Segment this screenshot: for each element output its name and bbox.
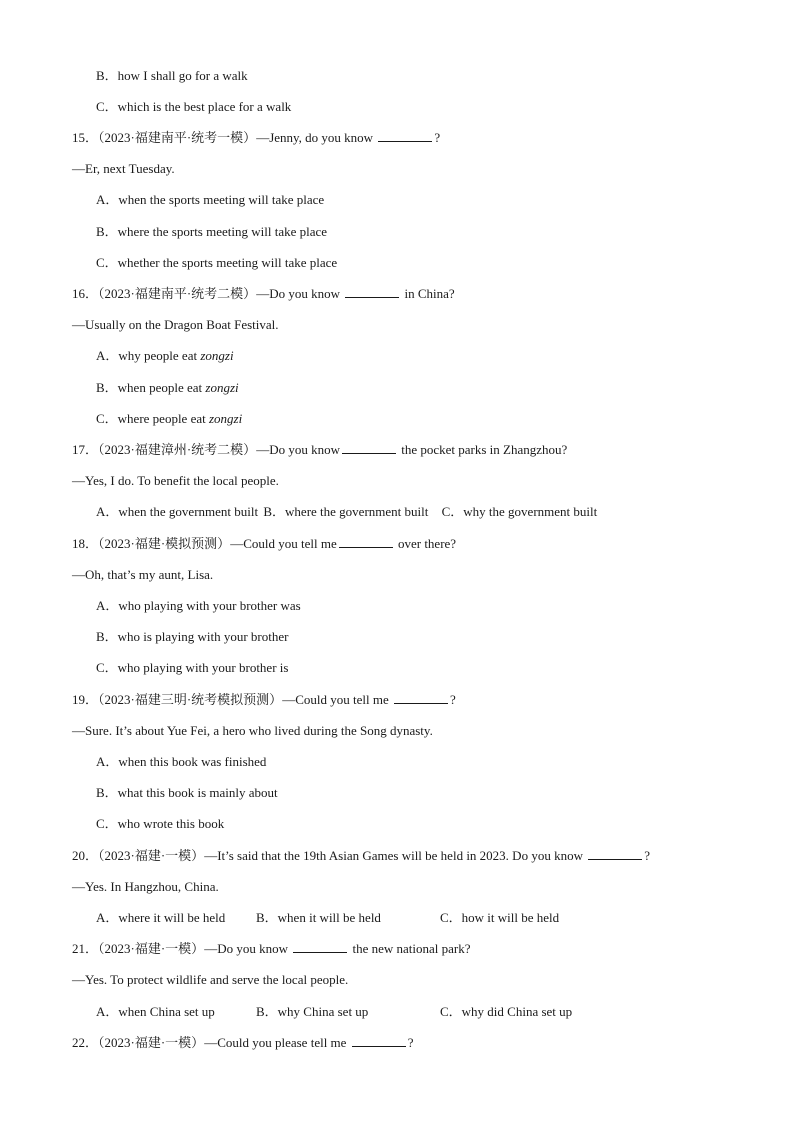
question-number: 22． xyxy=(72,1035,99,1050)
question-source: （2023·福建·模拟预测） xyxy=(98,536,231,551)
answer-blank xyxy=(345,284,399,298)
question-source: （2023·福建·一模） xyxy=(98,1035,205,1050)
question-stem: —It’s said that the 19th Asian Games will be held in 2023. Do you know xyxy=(204,848,587,863)
option-15-c xyxy=(96,253,337,273)
answer-19: —Sure. It’s about Yue Fei, a hero who lived during the Song dynasty. xyxy=(72,723,433,738)
question-number: 18． xyxy=(72,536,99,551)
options-row-17 xyxy=(96,502,597,522)
option-14-c xyxy=(96,97,291,117)
question-source: （2023·福建南平·统考二模） xyxy=(98,286,257,301)
answer-blank xyxy=(378,128,432,142)
option-text: how I shall go for a walk xyxy=(117,68,248,83)
option-c: C．why did China set up xyxy=(440,1004,573,1019)
answer-21: —Yes. To protect wildlife and serve the local people. xyxy=(72,972,349,987)
option-label: B． xyxy=(96,785,118,800)
option-text: why people eat xyxy=(118,348,201,363)
answer-15: —Er, next Tuesday. xyxy=(72,161,175,176)
answer-blank xyxy=(352,1033,406,1047)
question-number: 20． xyxy=(72,848,99,863)
question-19 xyxy=(72,690,456,710)
question-16 xyxy=(72,284,455,304)
question-stem-end: ? xyxy=(644,848,650,863)
option-18-a xyxy=(96,596,301,616)
option-text: which is the best place for a walk xyxy=(117,99,292,114)
option-label: A． xyxy=(96,192,119,207)
option-text: what this book is mainly about xyxy=(117,785,278,800)
answer-18: —Oh, that’s my aunt, Lisa. xyxy=(72,567,214,582)
option-text: who is playing with your brother xyxy=(117,629,289,644)
question-stem-end: ? xyxy=(434,130,441,145)
option-a: A．where it will be held xyxy=(96,910,226,925)
option-a: A．when the government built xyxy=(96,504,259,519)
option-italic-word: zongzi xyxy=(205,380,239,395)
option-label: A． xyxy=(96,348,119,363)
answer-17: —Yes, I do. To benefit the local people. xyxy=(72,473,279,488)
option-label: A． xyxy=(96,754,119,769)
option-b: B．why China set up xyxy=(256,1004,369,1019)
option-text: when this book was finished xyxy=(118,754,267,769)
option-text: who playing with your brother was xyxy=(118,598,301,613)
question-number: 16． xyxy=(72,286,99,301)
option-label: C． xyxy=(96,255,118,270)
option-c: C．how it will be held xyxy=(440,910,560,925)
option-18-b xyxy=(96,627,288,647)
options-row-21 xyxy=(96,1002,572,1022)
option-label: B． xyxy=(96,380,118,395)
option-label: C． xyxy=(96,660,118,675)
option-16-a xyxy=(96,346,234,366)
answer-blank xyxy=(342,440,396,454)
question-stem-end: ? xyxy=(449,692,456,707)
option-label: B． xyxy=(96,68,118,83)
option-label: C． xyxy=(96,99,118,114)
question-source: （2023·福建三明·统考模拟预测） xyxy=(98,692,283,707)
answer-16: —Usually on the Dragon Boat Festival. xyxy=(72,317,279,332)
question-number: 15． xyxy=(72,130,99,145)
question-18 xyxy=(72,534,456,554)
question-number: 19． xyxy=(72,692,99,707)
question-stem-end: over there? xyxy=(394,536,457,551)
option-text: who wrote this book xyxy=(117,816,225,831)
option-label: B． xyxy=(96,224,118,239)
option-text: where people eat xyxy=(117,411,209,426)
option-16-c xyxy=(96,409,242,429)
option-19-b xyxy=(96,783,278,803)
option-a: A．when China set up xyxy=(96,1004,215,1019)
question-stem: —Could you please tell me xyxy=(204,1035,350,1050)
option-label: C． xyxy=(96,816,118,831)
answer-blank xyxy=(394,690,448,704)
option-label: C． xyxy=(96,411,118,426)
option-text: where the sports meeting will take place xyxy=(117,224,328,239)
answer-blank xyxy=(339,534,393,548)
question-source: （2023·福建·一模） xyxy=(98,848,205,863)
question-stem: —Could you tell me xyxy=(282,692,392,707)
options-row-20 xyxy=(96,908,559,928)
question-21 xyxy=(72,939,471,959)
option-18-c xyxy=(96,658,288,678)
answer-blank xyxy=(588,846,642,860)
option-label: A． xyxy=(96,598,119,613)
question-stem-end: in China? xyxy=(401,286,455,301)
question-stem-end: the pocket parks in Zhangzhou? xyxy=(397,442,568,457)
question-source: （2023·福建·一模） xyxy=(98,941,205,956)
option-15-a xyxy=(96,190,324,210)
option-14-b xyxy=(96,66,248,86)
question-source: （2023·福建南平·统考一模） xyxy=(98,130,257,145)
question-stem: —Do you know xyxy=(204,941,292,956)
option-text: when people eat xyxy=(117,380,206,395)
option-label: B． xyxy=(96,629,118,644)
question-17 xyxy=(72,440,567,460)
option-16-b xyxy=(96,378,239,398)
question-22 xyxy=(72,1033,413,1053)
question-source: （2023·福建漳州·统考二模） xyxy=(98,442,257,457)
option-15-b xyxy=(96,222,327,242)
option-19-c xyxy=(96,814,224,834)
option-text: whether the sports meeting will take place xyxy=(117,255,338,270)
option-text: who playing with your brother is xyxy=(117,660,289,675)
answer-20: —Yes. In Hangzhou, China. xyxy=(72,879,219,894)
option-text: when the sports meeting will take place xyxy=(118,192,325,207)
option-19-a xyxy=(96,752,266,772)
question-stem: —Jenny, do you know xyxy=(256,130,377,145)
question-stem: —Do you know xyxy=(256,442,340,457)
question-stem: —Do you know xyxy=(256,286,344,301)
option-b: B．when it will be held xyxy=(256,910,381,925)
question-stem-end: ? xyxy=(407,1035,414,1050)
answer-blank xyxy=(293,939,347,953)
option-b: B．where the government built xyxy=(263,504,429,519)
question-20 xyxy=(72,846,650,866)
question-stem: —Could you tell me xyxy=(230,536,337,551)
option-italic-word: zongzi xyxy=(200,348,234,363)
question-number: 21． xyxy=(72,941,99,956)
question-number: 17． xyxy=(72,442,99,457)
option-italic-word: zongzi xyxy=(208,411,243,426)
question-stem-end: the new national park? xyxy=(349,941,471,956)
option-c: C．why the government built xyxy=(441,504,598,519)
question-15 xyxy=(72,128,440,148)
